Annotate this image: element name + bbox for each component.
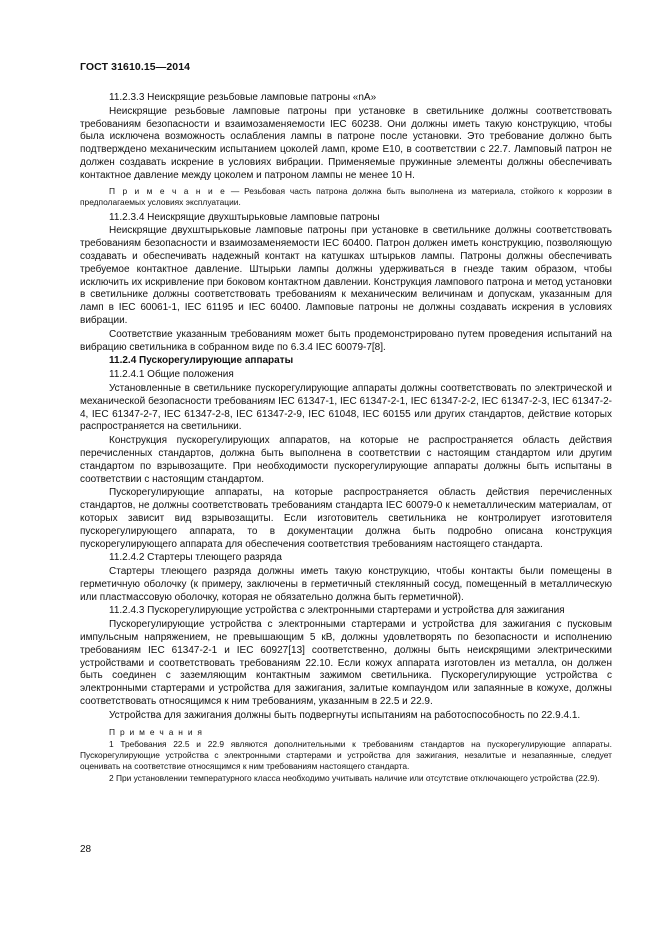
note-text: — Резьбовая часть патрона должна быть выполнена из материала, стойкого к коррозии в предполагаемых условиях эксплуатации. — [80, 185, 612, 207]
section-heading-11-2-4-1: 11.2.4.1 Общие положения — [109, 369, 234, 381]
section-heading-11-2-4-3: 11.2.4.3 Пускорегулирующие устройства с электронными стартерами и устройства для зажигания — [109, 605, 565, 617]
document-body — [80, 92, 612, 785]
page-number: 28 — [80, 844, 92, 855]
paragraph: Стартеры тлеющего разряда должны иметь такую конструкцию, чтобы контакты были помещены в герметичную оболочку (к примеру, заключены в герметичный стеклянный сосуд, помещенный в металлическую или пластмассовую оболочку, которая не обязательно должна быть герметичной). — [80, 566, 612, 603]
note-item: 1 Требования 22.5 и 22.9 являются дополнительными к требованиям стандартов на пускорегулирующие аппараты. Пускорегулирующие устройства с электронными стартерами и устройства для зажигания, незалитые и незапаянные, следует оценивать на соответствие относящимся к ним требованиям настоящего стандарта. — [80, 738, 612, 771]
note — [80, 186, 612, 208]
note-label: П р и м е ч а н и е — [109, 185, 227, 196]
document-header: ГОСТ 31610.15—2014 — [80, 61, 191, 73]
paragraph: Пускорегулирующие аппараты, на которые распространяется область действия перечисленных стандартов, не должны соответствовать требованиям стандарта IEC 60079-0 к неметаллическим материалам, от которых зависит вид взрывозащиты. Если изготовитель светильника не контролирует изготовителя пускорегулирующего аппарата, то в документации должна быть подробно описана конструкция пускорегулирующего аппарата для обеспечения соответствия требованиям настоящего стандарта. — [80, 487, 612, 550]
section-heading-11-2-3-4: 11.2.3.4 Неискрящие двухштырьковые ламповые патроны — [109, 211, 380, 223]
paragraph: Неискрящие резьбовые ламповые патроны при установке в светильнике должны соответствовать требованиям безопасности и взаимозаменяемости IEC 60238. Они должны иметь такую конструкцию, чтобы была исключена возможность ослабления лампы в патроне после установки. Это требование должно быть подтверждено механическим испытанием цоколей ламп, кроме E10, в соответствии с 22.7. Ламповый патрон не должен создавать искрение в условиях вибрации. Применяемые пружинные элементы должны обеспечивать контактное давление между цоколем и патроном лампы не менее 10 Н. — [80, 105, 612, 181]
paragraph: Установленные в светильнике пускорегулирующие аппараты должны соответствовать по электрической и механической безопасности требованиям IEC 61347-1, IEC 61347-2-1, IEC 61347-2-2, IEC 61347-2-3, IEC 61347-2-4, IEC 61347-2-7, IEC 61347-2-8, IEC 61347-2-9, IEC 61048, IEC 60155 или других стандартов, действие которых распространяется на светильники. — [80, 382, 612, 433]
paragraph: Устройства для зажигания должны быть подвергнуты испытаниям на работоспособность по 22.9.4.1. — [109, 709, 581, 721]
paragraph: Неискрящие двухштырьковые ламповые патроны при установке в светильнике должны соответствовать требованиям безопасности и взаимозаменяемости IEC 60400. Патрон должен иметь конструкцию, позволяющую создавать и обеспечивать надежный контакт на катушках штырьков лампы. Патроны должны обеспечивать требуемое контактное давление. Штырьки лампы должны удерживаться в гнезде таким образом, чтобы исключить их искривление при боковом контактном давлении. Конструкция лампового патрона и метод установки в светильнике должны соответствовать требованиям к механическим величинам и допускам, указанным для ламп в IEC 60061-1, IEC 61195 и IEC 60400. Ламповые патроны не должны создавать искрения в условиях вибрации. — [80, 225, 612, 326]
paragraph: Конструкция пускорегулирующих аппаратов, на которые не распространяется область действия перечисленных стандартов, должна быть выполнена в соответствии с настоящим стандартом или другим стандартом по взрывозащите. При необходимости пускорегулирующие аппараты должны быть испытаны в соответствии с настоящим стандартом. — [80, 435, 612, 485]
section-heading-11-2-3-3: 11.2.3.3 Неискрящие резьбовые ламповые патроны «nA» — [109, 92, 377, 103]
paragraph: Пускорегулирующие устройства с электронными стартерами и устройства для зажигания с пусковым импульсным напряжением, не превышающим 5 кВ, должны удовлетворять по безопасности и исполнению требованиям IEC 61347-2-1 и IEC 60927[13] соответственно, должны быть неискрящими электрическими устройствами и соответствовать требованиям 22.10. Если кожух аппарата изготовлен из металла, он должен быть соединен с заземляющим контактным зажимом светильника. Пускорегулирующие устройства с электронными стартерами и устройства для зажигания, залитые компаундом или запаянные в кожухе, должны соответствовать относящимся к ним требованиям, указанным в 22.5 и 22.9. — [80, 619, 612, 708]
notes-label: П р и м е ч а н и я — [109, 726, 204, 737]
section-heading-11-2-4-2: 11.2.4.2 Стартеры тлеющего разряда — [109, 552, 282, 564]
paragraph: Соответствие указанным требованиям может быть продемонстрировано путем проведения испытаний на вибрацию светильника в собранном виде по 6.3.4 IEC 60079-7[8]. — [80, 328, 612, 353]
note-item: 2 При установлении температурного класса необходимо учитывать наличие или отсутствие отключающего устройства (22.9). — [109, 772, 600, 783]
section-heading-11-2-4: 11.2.4 Пускорегулирующие аппараты — [109, 355, 294, 367]
